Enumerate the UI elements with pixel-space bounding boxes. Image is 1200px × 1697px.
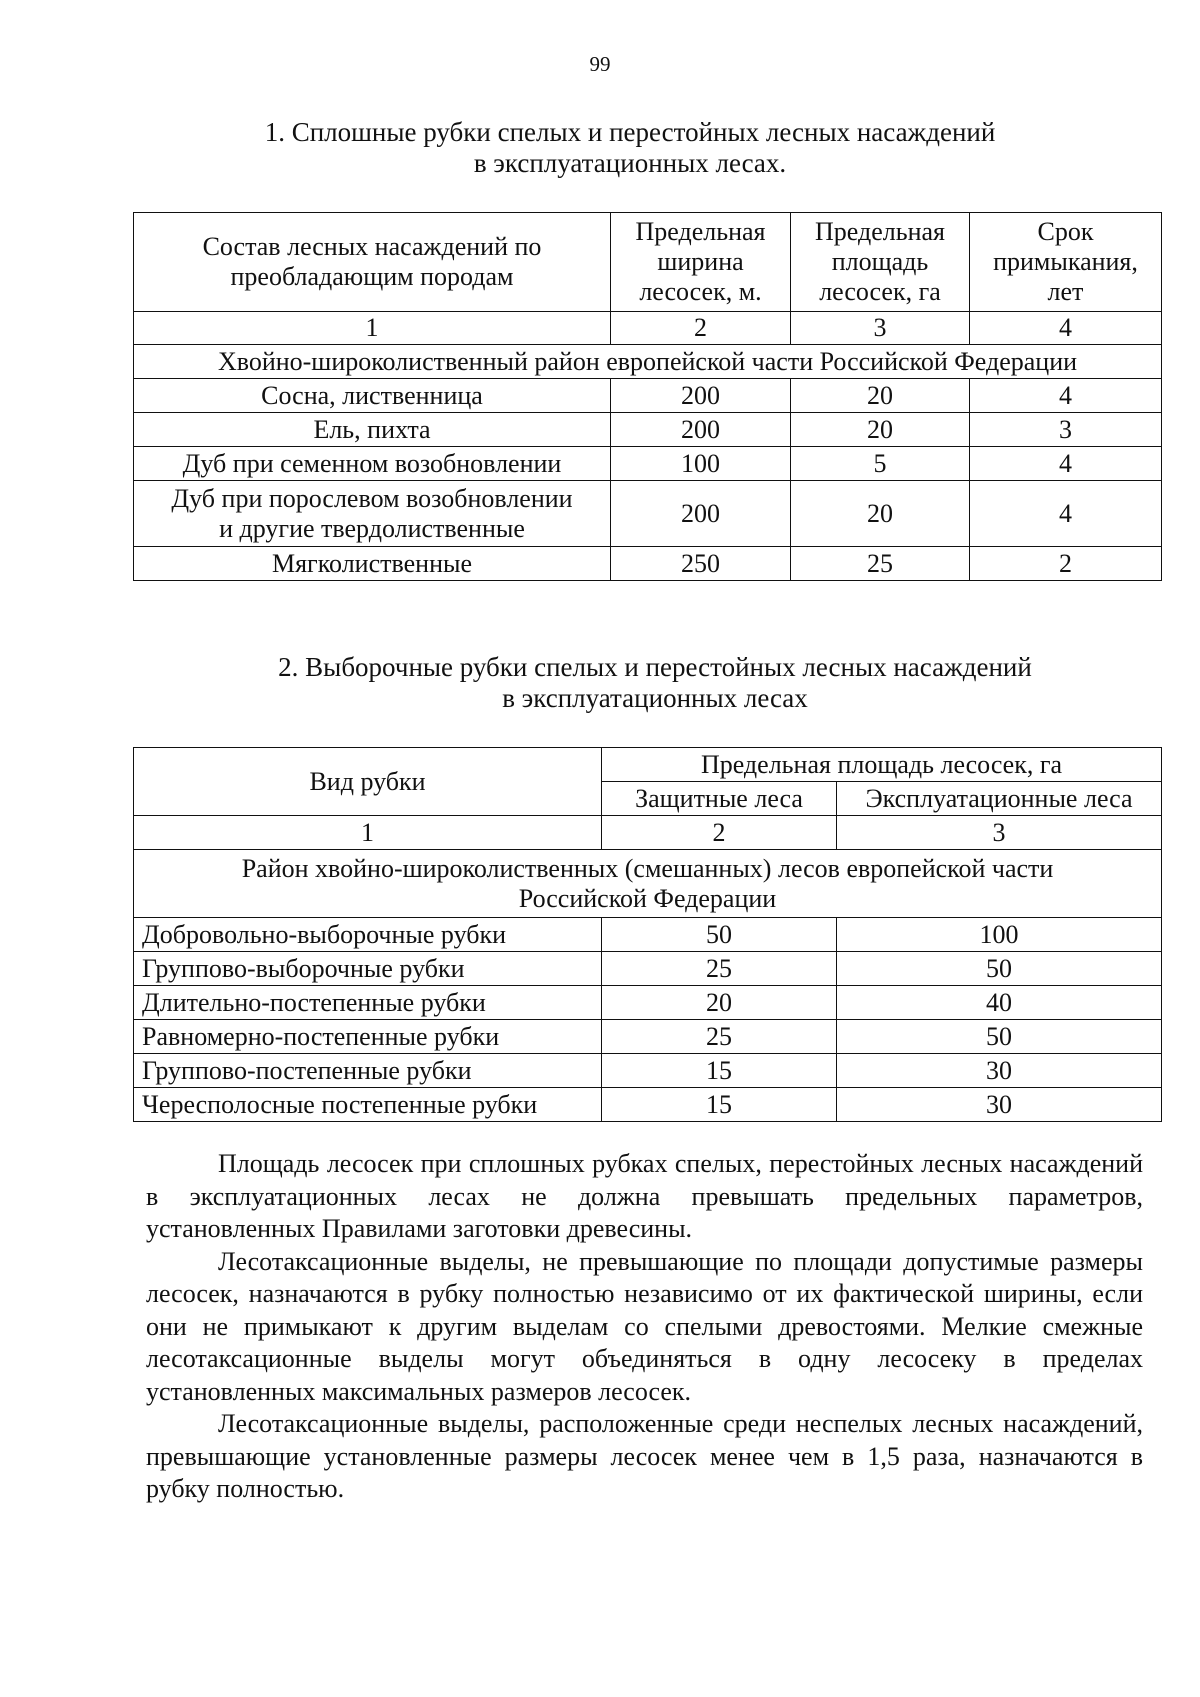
region-row-line1: Район хвойно-широколиственных (смешанных) лесов европейской части — [241, 853, 1054, 883]
width-cell: 200 — [611, 413, 791, 447]
term-cell: 4 — [970, 481, 1162, 547]
column-number: 1 — [134, 312, 611, 345]
operational-cell: 30 — [837, 1088, 1162, 1122]
area-cell: 20 — [791, 379, 970, 413]
header-max-width: Предельная ширина лесосек, м. — [611, 213, 791, 312]
area-cell: 20 — [791, 413, 970, 447]
operational-cell: 50 — [837, 1020, 1162, 1054]
body-text — [146, 1148, 1143, 1506]
column-number: 2 — [602, 816, 837, 850]
section-2-title-line2: в эксплуатационных лесах — [502, 683, 808, 713]
area-cell: 25 — [791, 547, 970, 581]
term-cell: 4 — [970, 447, 1162, 481]
area-cell: 20 — [791, 481, 970, 547]
protective-cell: 25 — [602, 952, 837, 986]
species-cell: Ель, пихта — [134, 413, 611, 447]
header-max-area: Предельная площадь лесосек, га — [791, 213, 970, 312]
column-number: 2 — [611, 312, 791, 345]
paragraph: Площадь лесосек при сплошных рубках спелых, перестойных лесных насаждений в эксплуатационных лесах не должна превышать предельных параметров, установленных Правилами заготовки древесины. — [146, 1149, 1143, 1243]
region-row-line2: Российской Федерации — [518, 883, 777, 913]
cutting-type-cell: Добровольно-выборочные рубки — [134, 918, 602, 952]
width-cell: 200 — [611, 481, 791, 547]
protective-cell: 20 — [602, 986, 837, 1020]
column-number: 3 — [791, 312, 970, 345]
operational-cell: 30 — [837, 1054, 1162, 1088]
operational-cell: 100 — [837, 918, 1162, 952]
protective-cell: 25 — [602, 1020, 837, 1054]
cutting-type-cell: Группово-постепенные рубки — [134, 1054, 602, 1088]
species-cell-line1: Дуб при порослевом возобновлении — [171, 483, 573, 513]
header-composition: Состав лесных насаждений по преобладающим породам — [134, 213, 611, 312]
width-cell: 200 — [611, 379, 791, 413]
section-1-title-line2: в эксплуатационных лесах. — [473, 148, 787, 178]
paragraph: Лесотаксационные выделы, не превышающие по площади допустимые размеры лесосек, назначаются в рубку полностью независимо от их фактической ширины, если они не примыкают к другим выделам со спелыми древостоями. Мелкие смежные лесотаксационные выделы могут объединяться в одну лесосеку в пределах установленных максимальных размеров лесосек. — [146, 1246, 1143, 1406]
selective-cutting-table — [133, 747, 1162, 1122]
term-cell: 4 — [970, 379, 1162, 413]
protective-cell: 15 — [602, 1054, 837, 1088]
column-number: 3 — [837, 816, 1162, 850]
header-adjacency-term: Срок примыкания, лет — [970, 213, 1162, 312]
species-cell: Мягколиственные — [134, 547, 611, 581]
protective-cell: 15 — [602, 1088, 837, 1122]
region-row — [134, 850, 1162, 918]
section-1-title-line1: 1. Сплошные рубки спелых и перестойных лесных насаждений — [264, 117, 996, 147]
operational-cell: 50 — [837, 952, 1162, 986]
section-2-title — [240, 652, 1070, 714]
species-cell: Сосна, лиственница — [134, 379, 611, 413]
cutting-type-cell: Равномерно-постепенные рубки — [134, 1020, 602, 1054]
species-cell — [134, 481, 611, 547]
term-cell: 2 — [970, 547, 1162, 581]
cutting-type-cell: Длительно-постепенные рубки — [134, 986, 602, 1020]
operational-cell: 40 — [837, 986, 1162, 1020]
paragraph: Лесотаксационные выделы, расположенные среди неспелых лесных насаждений, превышающие установленные размеры лесосек менее чем в 1,5 раза, назначаются в рубку полностью. — [146, 1409, 1143, 1503]
term-cell: 3 — [970, 413, 1162, 447]
section-1-title — [230, 117, 1030, 179]
region-row: Хвойно-широколиственный район европейской части Российской Федерации — [134, 345, 1162, 379]
width-cell: 100 — [611, 447, 791, 481]
protective-cell: 50 — [602, 918, 837, 952]
area-cell: 5 — [791, 447, 970, 481]
column-number: 4 — [970, 312, 1162, 345]
cutting-type-cell: Чересполосные постепенные рубки — [134, 1088, 602, 1122]
cutting-type-cell: Группово-выборочные рубки — [134, 952, 602, 986]
page-number: 99 — [589, 52, 611, 76]
species-cell: Дуб при семенном возобновлении — [134, 447, 611, 481]
header-cutting-type: Вид рубки — [134, 748, 602, 816]
species-cell-line2: и другие твердолиственные — [219, 513, 525, 543]
width-cell: 250 — [611, 547, 791, 581]
section-2-title-line1: 2. Выборочные рубки спелых и перестойных лесных насаждений — [278, 652, 1032, 682]
clear-cutting-table — [133, 212, 1162, 581]
header-protective-forests: Защитные леса — [602, 782, 837, 816]
column-number: 1 — [134, 816, 602, 850]
header-max-area-group: Предельная площадь лесосек, га — [602, 748, 1162, 782]
header-operational-forests: Эксплуатационные леса — [837, 782, 1162, 816]
